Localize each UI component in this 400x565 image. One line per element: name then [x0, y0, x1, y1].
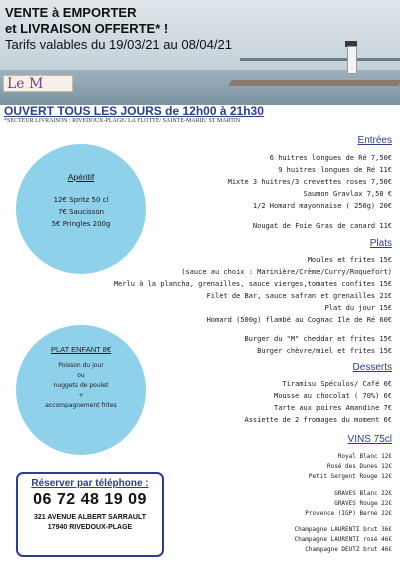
kids-menu-title: PLAT ENFANT 8€: [50, 345, 112, 354]
wine-item: Champagne LAURENTI brut 36€: [294, 526, 392, 533]
section-vins: VINS 75cl: [347, 434, 392, 445]
wine-item: Royal Blanc 12€: [337, 453, 392, 460]
menu-item: Merlu à la plancha, grenailles, sauce vierges,tomates confites 15€: [113, 280, 392, 288]
menu-item: Filet de Bar, sauce safran et grenailles 21€: [206, 292, 392, 300]
wine-item: Rosé des Dunes 12€: [326, 463, 392, 470]
menu-item: (sauce au choix : Marinière/Crème/Curry/Roquefort): [181, 268, 392, 276]
reservation-title: Réserver par téléphone :: [31, 478, 149, 489]
aperitif-item: 7€ Saucisson: [57, 208, 105, 216]
wine-item: GRAVES Blanc 22€: [334, 490, 392, 497]
menu-item: 9 huitres longues de Ré 11€: [278, 166, 392, 174]
kids-menu-item: +: [78, 392, 84, 399]
aperitif-title: Apéritif: [67, 172, 95, 182]
menu-item: Assiette de 2 fromages du moment 6€: [244, 416, 392, 424]
kids-menu-item: Poisson du jour: [58, 362, 104, 369]
section-entrees: Entrées: [357, 135, 392, 146]
section-desserts: Desserts: [352, 362, 392, 373]
kids-menu-item: ou: [77, 372, 85, 379]
kids-menu-item: accompagnement frites: [45, 402, 117, 409]
delivery-zone-note: *SECTEUR LIVRAISON : RIVEDOUX-PLAGE/ LA FLOTTE/ SAINTE-MARIE/ ST MARTIN: [4, 118, 241, 124]
address-line: 321 AVENUE ALBERT SARRAULT: [33, 514, 146, 521]
hero-headline: [5, 5, 232, 53]
menu-item: Moules et frites 15€: [307, 256, 392, 264]
menu-item: Tarte aux poires Amandine 7€: [273, 404, 392, 412]
menu-item: Nougat de Foie Gras de canard 11€: [252, 222, 392, 230]
lighthouse-icon: [347, 46, 357, 74]
wine-item: Champagne LAURENTI rosé 46€: [294, 536, 392, 543]
reservation-box: [16, 472, 164, 557]
kids-menu-item: nuggets de poulet: [53, 382, 109, 389]
bridge-graphic: [240, 58, 400, 61]
wine-item: Champagne DEUTZ brut 46€: [305, 546, 392, 553]
menu-item: Plat du jour 15€: [324, 304, 392, 312]
hero-banner: [0, 0, 400, 105]
address-line: 17940 RIVEDOUX-PLAGE: [47, 524, 133, 531]
phone-number[interactable]: 06 72 48 19 09: [33, 491, 147, 508]
menu-item: Mixte 3 huitres/3 crevettes roses 7,50€: [227, 178, 392, 186]
menu-item: Homard (500g) flambé au Cognac Ile de Ré 60€: [206, 316, 392, 324]
aperitif-item: 5€ Pringles 200g: [51, 220, 111, 228]
address: [18, 513, 162, 533]
aperitif-circle: [16, 144, 146, 274]
menu-item: Tiramisu Spéculos/ Café 6€: [282, 380, 392, 388]
menu-item: 6 huitres longues de Ré 7,50€: [269, 154, 392, 162]
kids-menu-circle: [16, 325, 146, 455]
menu-item: Saumon Gravlax 7,50 €: [303, 190, 392, 198]
menu-item: Mousse au chocolat ( 70%) 6€: [273, 392, 392, 400]
menu-item: 1/2 Homard mayonnaise ( 250g) 20€: [252, 202, 392, 210]
wine-item: Petit Sergent Rouge 12€: [308, 473, 392, 480]
menu-item: Burger du "M" cheddar et frites 15€: [244, 335, 392, 343]
aperitif-list: [16, 194, 146, 230]
headline-line-3: Tarifs valables du 19/03/21 au 08/04/21: [5, 37, 232, 52]
headline-line-1: VENTE à EMPORTER: [5, 5, 137, 20]
wine-item: Provence (IGP) Berne 22€: [305, 510, 392, 517]
pier-graphic: [228, 80, 400, 86]
section-plats: Plats: [369, 238, 392, 249]
menu-item: Burger chèvre/miel et frites 15€: [257, 347, 392, 355]
aperitif-item: 12€ Spritz 50 cl: [53, 196, 109, 204]
headline-line-2: et LIVRAISON OFFERTE* !: [5, 21, 169, 36]
opening-hours: OUVERT TOUS LES JOURS de 12h00 à 21h30: [4, 104, 264, 118]
wine-item: GRAVES Rouge 22€: [334, 500, 392, 507]
kids-menu-list: [16, 361, 146, 411]
restaurant-logo: Le M: [3, 75, 73, 92]
